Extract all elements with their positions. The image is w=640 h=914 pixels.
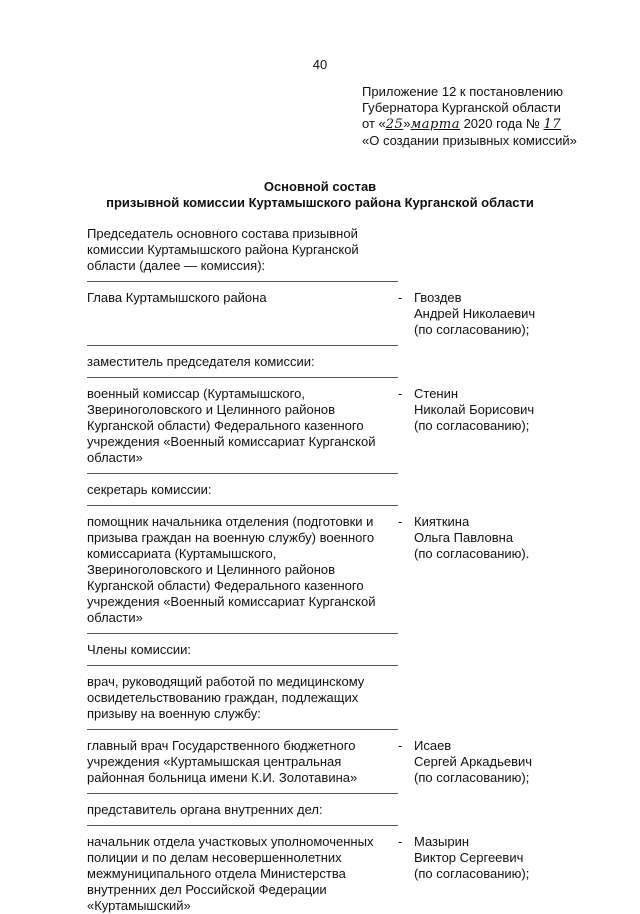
name-line: Андрей Николаевич [414,306,536,321]
chair-section-heading [87,226,557,274]
divider [87,825,398,826]
divider [87,729,398,730]
position-line: межмуниципального отдела Министерства [87,866,346,881]
member-name [414,386,534,434]
dash: - [398,290,403,305]
position-line: районная больница имени К.И. Золотавина» [87,770,358,785]
name-line: (по согласованию); [414,770,530,785]
name-line: Николай Борисович [414,402,535,417]
divider [87,345,398,346]
name-line: Стенин [414,386,459,401]
appendix-line: Губернатора Курганской области [362,100,561,115]
member-position [87,290,398,306]
member-row-chair [87,290,557,338]
member-position [87,738,398,786]
member-position [87,514,398,626]
position-line: внутренних дел Российской Федерации [87,882,327,897]
position-line: области» [87,610,143,625]
divider [87,665,398,666]
divider [87,633,398,634]
section-line: освидетельствованию граждан, подлежащих [87,690,359,705]
appendix-date-quote: » [403,116,411,131]
document-title [0,179,640,211]
position-line: помощник начальника отделения (подготовки и [87,514,374,529]
name-line: (по согласованию); [414,866,530,881]
name-line: Мазырин [414,834,470,849]
position-line: учреждения «Военный комиссариат Курганской [87,594,376,609]
page-number: 40 [312,57,328,72]
appendix-date-line [362,116,632,133]
name-line: Кияткина [414,514,470,529]
dash: - [398,514,403,529]
position-line: начальник отдела участковых уполномоченных [87,834,374,849]
position-line: учреждения «Военный комиссариат Курганской [87,434,376,449]
name-line: Виктор Сергеевич [414,850,524,865]
member-name [414,834,529,882]
members-section-heading: Члены комиссии: [87,642,192,657]
position-line: военный комиссар (Куртамышского, [87,386,305,401]
position-line: Курганской области) Федерального казенного [87,578,364,593]
commission-list [87,226,557,914]
member-row-deputy [87,386,557,466]
position-line: главный врач Государственного бюджетного [87,738,356,753]
police-section-heading: представитель органа внутренних дел: [87,802,323,817]
position-line: области» [87,450,143,465]
member-row-police [87,834,557,914]
dash: - [398,738,403,753]
handwritten-month: марта [410,117,460,132]
deputy-section-heading: заместитель председателя комиссии: [87,354,315,369]
section-line: области (далее — комиссия): [87,258,266,273]
position-line: полиции и по делам несовершеннолетних [87,850,342,865]
secretary-section-heading: секретарь комиссии: [87,482,212,497]
section-line: комиссии Куртамышского района Курганской [87,242,359,257]
position-line: комиссариата (Куртамышского, [87,546,277,561]
divider [87,505,398,506]
title-line: Основной состав [263,179,377,194]
dash: - [398,386,403,401]
divider [87,281,398,282]
member-position [87,834,398,914]
position-line: учреждения «Куртамышская центральная [87,754,342,769]
position-line: «Куртамышский» [87,898,191,913]
name-line: Исаев [414,738,452,753]
position-line: Звериноголовского и Целинного районов [87,402,336,417]
title-line: призывной комиссии Куртамышского района Курганской области [106,195,534,210]
name-line: (по согласованию). [414,546,530,561]
name-line: Гвоздев [414,290,462,305]
position-line: Курганской области) Федерального казенного [87,418,364,433]
member-row-doctor [87,738,557,786]
divider [87,377,398,378]
position-line: призыва граждан на военную службу) военного [87,530,375,545]
divider [87,793,398,794]
appendix-date-prefix: от « [362,116,386,131]
member-name [414,514,529,562]
handwritten-number: 17 [543,117,562,132]
name-line: Сергей Аркадьевич [414,754,533,769]
appendix-year: 2020 года № [459,116,544,131]
member-name [414,738,532,786]
appendix-line: Приложение 12 к постановлению [362,84,564,99]
medical-section-heading [87,674,557,722]
position-line: Звериноголовского и Целинного районов [87,562,336,577]
section-line: Председатель основного состава призывной [87,226,358,241]
appendix-line: «О создании призывных комиссий» [362,133,577,148]
position-line: Глава Куртамышского района [87,290,267,305]
member-row-secretary [87,514,557,626]
handwritten-day: 25 [385,117,404,132]
name-line: Ольга Павловна [414,530,514,545]
member-name [414,290,535,338]
name-line: (по согласованию); [414,418,530,433]
section-line: врач, руководящий работой по медицинскому [87,674,365,689]
dash: - [398,834,403,849]
member-position [87,386,398,466]
name-line: (по согласованию); [414,322,530,337]
appendix-header [362,84,632,149]
section-line: призыву на военную службу: [87,706,261,721]
divider [87,473,398,474]
